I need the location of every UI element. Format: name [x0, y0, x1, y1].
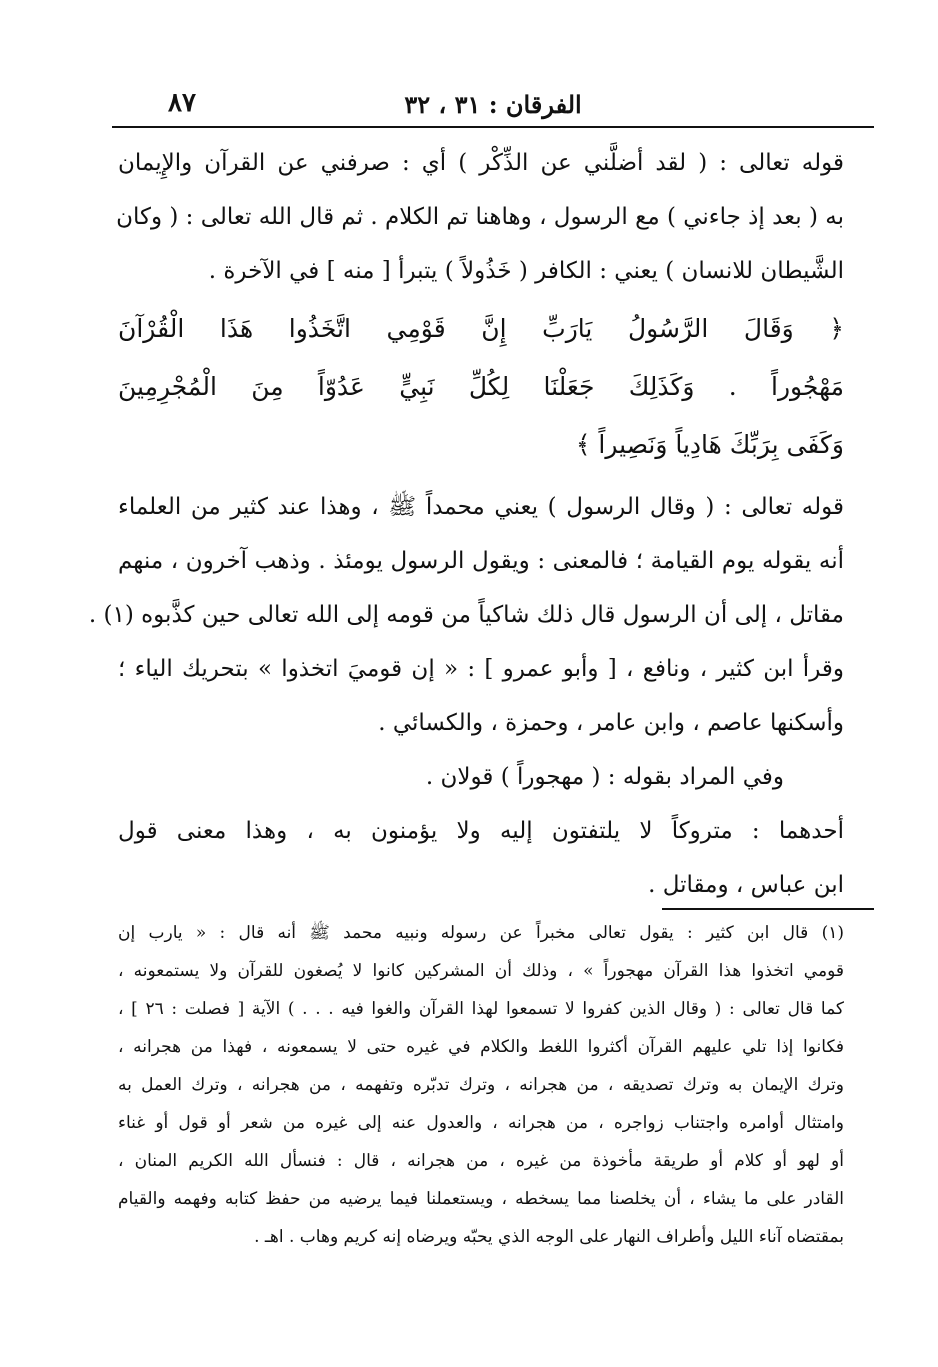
surah-verse-reference: الفرقان : ٣١ ، ٣٢ — [404, 90, 582, 119]
body-line: به ( بعد إذ جاءني ) مع الرسول ، وهاهنا تم الكلام . ثم قال الله تعالى : ( وكان — [116, 204, 844, 230]
footnote-line: وامتثال أوامره واجتناب زواجره ، من هجرانه ، والعدول عنه إلى غيره من شعر أو قول أو غناء — [118, 1113, 844, 1133]
body-line: قوله تعالى : ( لقد أضلَّني عن الذِّكْر ) أي : صرفني عن القرآن والإِيمان — [118, 150, 844, 176]
footnote-line: بمقتضاه آناء الليل وأطراف النهار على الوجه الذي يحبّه ويرضاه إنه كريم وهاب . اهـ . — [254, 1227, 844, 1247]
verse-line: مَهْجُوراً . وَكَذَلِكَ جَعَلْنَا لِكُلِّ نَبِيٍّ عَدُوّاً مِنَ الْمُجْرِمِينَ — [118, 372, 844, 401]
verse-line: ﴿ وَقَالَ الرَّسُولُ يَارَبِّ إِنَّ قَوْمِي اتَّخَذُوا هَذَا الْقُرْآنَ — [118, 314, 844, 343]
commentary-line: وفي المراد بقوله : ( مهجوراً ) قولان . — [425, 764, 784, 790]
commentary-line: مقاتل ، إلى أن الرسول قال ذلك شاكياً من قومه إلى الله تعالى حين كذَّبوه (١) . — [88, 602, 844, 628]
commentary-line: قوله تعالى : ( وقال الرسول ) يعني محمداً ﷺ ، وهذا عند كثير من العلماء — [118, 494, 844, 520]
footnote-line: القادر على ما يشاء ، أن يخلصنا مما يسخطه ، ويستعملنا فيما يرضيه من حفظ كتابه وفهمه والقيام — [118, 1189, 844, 1209]
body-line: الشَّيطان للانسان ) يعني : الكافر ( خَذُولاً ) يتبرأ [ منه ] في الآخرة . — [208, 258, 844, 284]
footnote-line: قومي اتخذوا هذا القرآن مهجوراً » ، وذلك أن المشركين كانوا لا يُصغون للقرآن ولا يستمعونه ، — [118, 961, 844, 981]
footnote-line: كما قال تعالى : ( وقال الذين كفروا لا تسمعوا لهذا القرآن والغوا فيه . . . ) الآية [ فصلت : ٢٦ ] ، — [118, 999, 844, 1019]
footnote-line: (١) قال ابن كثير : يقول تعالى مخبراً عن رسوله ونبيه محمد ﷺ أنه قال : « يارب إن — [118, 923, 844, 943]
page-number: ٨٧ — [168, 88, 196, 118]
commentary-line: وقرأ ابن كثير ، ونافع ، [ وأبو عمرو ] : « إن قوميَ اتخذوا » بتحريك الياء ؛ — [118, 656, 844, 682]
commentary-line: ابن عباس ، ومقاتل . — [648, 872, 844, 898]
footnotes — [118, 914, 844, 1256]
commentary-line: أحدهما : متروكاً لا يلتفتون إليه ولا يؤمنون به ، وهذا معنى قول — [118, 818, 844, 844]
commentary-line: أنه يقوله يوم القيامة ؛ فالمعنى : ويقول الرسول يومئذ . وذهب آخرون ، منهم — [118, 548, 844, 574]
header-divider — [112, 126, 874, 128]
verse-line: وَكَفَى بِرَبِّكَ هَادِياً وَنَصِيراً ﴾ — [575, 430, 844, 459]
quran-verse-block — [118, 300, 844, 474]
footnote-divider — [662, 908, 874, 910]
footnote-line: وترك الإيمان به وترك تصديقه ، من هجرانه ، وترك تدبّره وتفهمه ، من هجرانه ، وترك العمل به — [118, 1075, 844, 1095]
footnote-line: فكانوا إذا تلي عليهم القرآن أكثروا اللغط والكلام في غيره حتى لا يسمعونه ، فهذا من هجرانه ، — [118, 1037, 844, 1057]
commentary-line: وأسكنها عاصم ، وابن عامر ، وحمزة ، والكسائي . — [378, 710, 844, 736]
footnote-line: أو لهو أو كلام أو طريقة مأخوذة من غيره ، من هجرانه ، قال : فنسأل الله الكريم المنان ، — [118, 1151, 844, 1171]
running-header — [128, 88, 858, 122]
main-text — [88, 136, 844, 912]
